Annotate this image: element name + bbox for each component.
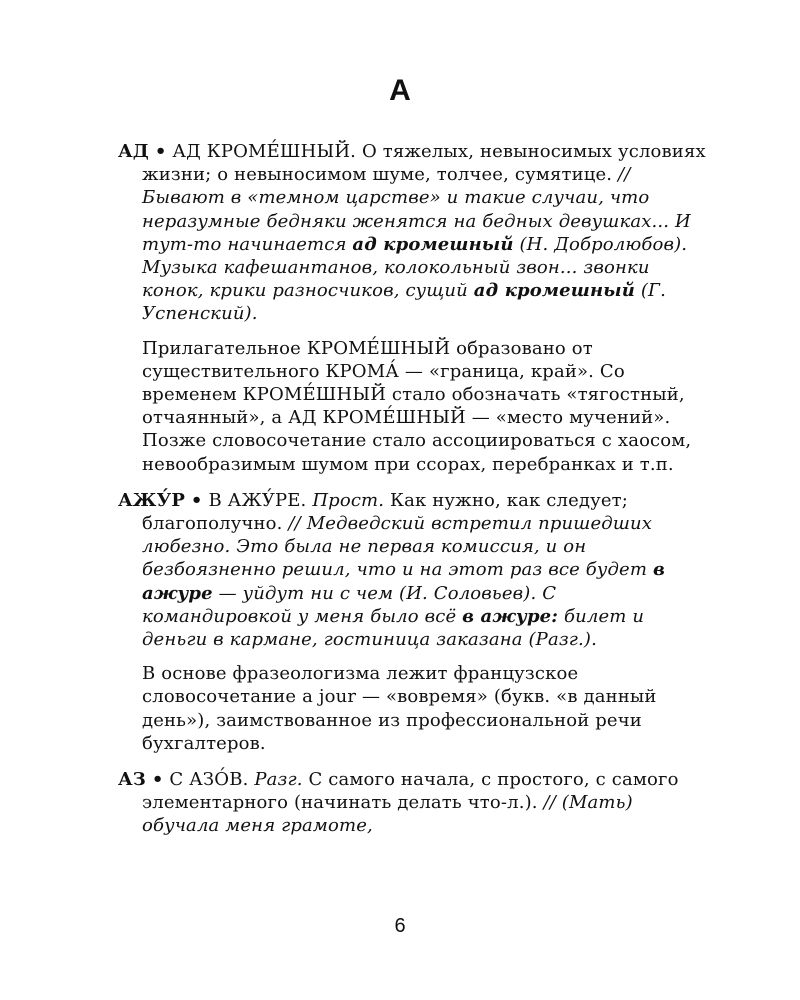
style-label: Разг. bbox=[254, 769, 303, 791]
section-letter: А bbox=[389, 74, 411, 107]
headword: АЗ bbox=[118, 769, 146, 791]
definition: О тяжелых, невыносимых условиях жизни; о невыносимом шуме, толчее, сумятице. bbox=[142, 141, 706, 186]
bullet: • bbox=[154, 141, 167, 162]
bullet: • bbox=[190, 489, 203, 511]
example-source: билет и деньги в кармане, гостиница заказана (Разг.). bbox=[142, 605, 645, 651]
style-label: Прост. bbox=[312, 489, 385, 511]
entry-az bbox=[118, 768, 708, 838]
page-number: 6 bbox=[394, 915, 406, 937]
example-phrase: в ажуре: bbox=[462, 605, 559, 627]
example-phrase: ад кромешный bbox=[352, 233, 514, 255]
example-source: (Н. Добролюбов). Музыка кафешантанов, колокольный звон... звонки конок, крики разносчиков, сущий bbox=[142, 233, 688, 302]
etymology-note: Прилагательное КРОМЕ́ШНЫЙ образовано от существительного КРОМА́ — «граница, край». Со временем КРОМЕ́ШНЫЙ стало обозначать «тягостный, отчаянный», а АД КРОМЕ́ШНЫЙ — «место мучений». Позже словосочетание стало ассоциироваться с хаосом, невообразимым шумом при ссорах, перебранках и т.п. bbox=[142, 337, 692, 475]
dictionary-content bbox=[118, 140, 708, 838]
etymology-note: В основе фразеологизма лежит французское словосочетание a jour — «вовремя» (букв. «в данный день»), заимствованное из профессиональной речи бухгалтеров. bbox=[142, 663, 657, 754]
definition: С самого начала, с простого, с самого элементарного (начинать делать что-л.). bbox=[142, 769, 679, 814]
bullet: • bbox=[151, 769, 164, 791]
example-text: // Бывают в «темном царстве» и такие случаи, что неразумные бедняки женятся на бедных девушках... И тут-то начинается bbox=[142, 164, 691, 255]
example-phrase: в ажуре bbox=[142, 559, 665, 604]
entry-ad bbox=[118, 140, 708, 326]
example-phrase: ад кромешный bbox=[473, 280, 635, 302]
example-text: // (Мать) обучала меня грамоте, bbox=[142, 792, 633, 837]
example-source: (Г. Успенский). bbox=[142, 280, 666, 325]
example-source: — уйдут ни с чем (И. Соловьев). С командировкой у меня было всё bbox=[142, 582, 557, 627]
headword: АЖУ́Р bbox=[118, 489, 186, 511]
phrase: В АЖУ́РЕ. bbox=[208, 489, 307, 511]
headword: АД bbox=[118, 141, 149, 162]
phrase: АД КРОМЕ́ШНЫЙ. bbox=[172, 141, 357, 162]
definition: Как нужно, как следует; благополучно. bbox=[142, 489, 628, 535]
phrase: С АЗО́В. bbox=[169, 769, 249, 791]
entry-azhur bbox=[118, 489, 708, 651]
example-text: // Медведский встретил пришедших любезно. Это была не первая комиссия, и он безбоязненно решил, что и на этот раз все будет bbox=[142, 513, 653, 581]
